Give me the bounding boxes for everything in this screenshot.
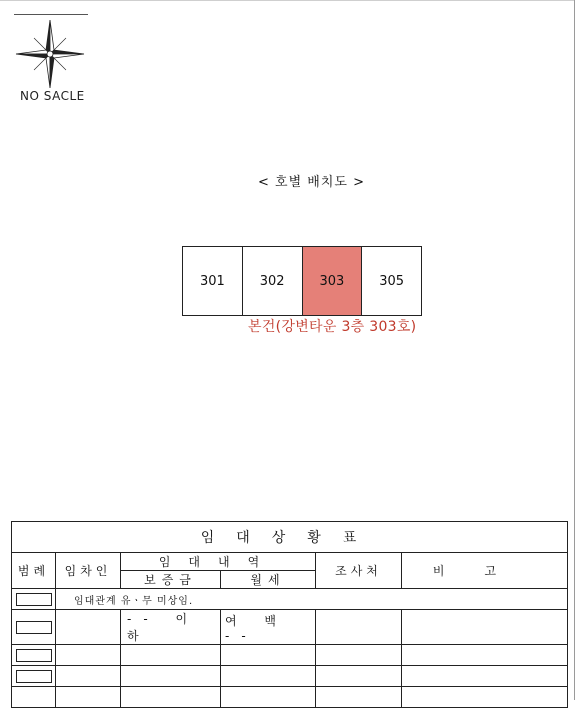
legend-cell — [12, 687, 56, 708]
monthly-rent-cell — [221, 645, 316, 666]
header-monthly-rent: 월세 — [221, 571, 316, 589]
table-row — [12, 687, 568, 708]
unit-cell-subject: 303 — [303, 247, 363, 315]
legend-box — [16, 593, 52, 606]
table-title: 임대상황표 — [12, 522, 568, 553]
note-cell: 임대관계 유ㆍ무 미상임. — [56, 589, 568, 610]
compass-rule — [14, 14, 88, 15]
legend-box — [16, 621, 52, 634]
legend-cell — [12, 666, 56, 687]
deposit-cell — [121, 687, 221, 708]
monthly-rent-cell — [221, 687, 316, 708]
tenant-cell — [56, 645, 121, 666]
header-source: 조사처 — [316, 553, 402, 589]
source-cell — [316, 666, 402, 687]
page-top-border — [0, 0, 575, 1]
deposit-cell — [121, 666, 221, 687]
source-cell — [316, 645, 402, 666]
legend-box — [16, 649, 52, 662]
legend-cell — [12, 610, 56, 645]
tenant-cell — [56, 610, 121, 645]
lease-status-table — [11, 521, 568, 708]
header-deposit: 보증금 — [121, 571, 221, 589]
compass-rose-icon — [12, 18, 88, 90]
table-row — [12, 610, 568, 645]
unit-cell: 302 — [243, 247, 303, 315]
unit-cell: 305 — [379, 273, 405, 289]
table-row — [12, 645, 568, 666]
unit-cell: 301 — [183, 247, 243, 315]
header-tenant: 임차인 — [56, 553, 121, 589]
deposit-cell: -- 이 하 — [121, 610, 221, 645]
layout-title: < 호별 배치도 > — [258, 175, 365, 190]
header-lease-details: 임대내역 — [121, 553, 316, 571]
remarks-cell — [402, 687, 568, 708]
deposit-cell — [121, 645, 221, 666]
table-row — [12, 589, 568, 610]
legend-cell — [12, 645, 56, 666]
scale-note: NO SACLE — [20, 89, 85, 103]
monthly-rent-cell: 여 백 -- — [221, 610, 316, 645]
tenant-cell — [56, 666, 121, 687]
header-legend: 범례 — [12, 553, 56, 589]
remarks-cell — [402, 610, 568, 645]
subject-caption: 본건(강변타운 3층 303호) — [248, 319, 417, 335]
table-row — [12, 666, 568, 687]
unit-layout — [182, 246, 422, 316]
remarks-cell — [402, 666, 568, 687]
remarks-cell — [402, 645, 568, 666]
legend-box — [16, 670, 52, 683]
tenant-cell — [56, 687, 121, 708]
header-remarks: 비고 — [402, 553, 568, 589]
monthly-rent-cell — [221, 666, 316, 687]
legend-cell — [12, 589, 56, 610]
source-cell — [316, 610, 402, 645]
source-cell — [316, 687, 402, 708]
